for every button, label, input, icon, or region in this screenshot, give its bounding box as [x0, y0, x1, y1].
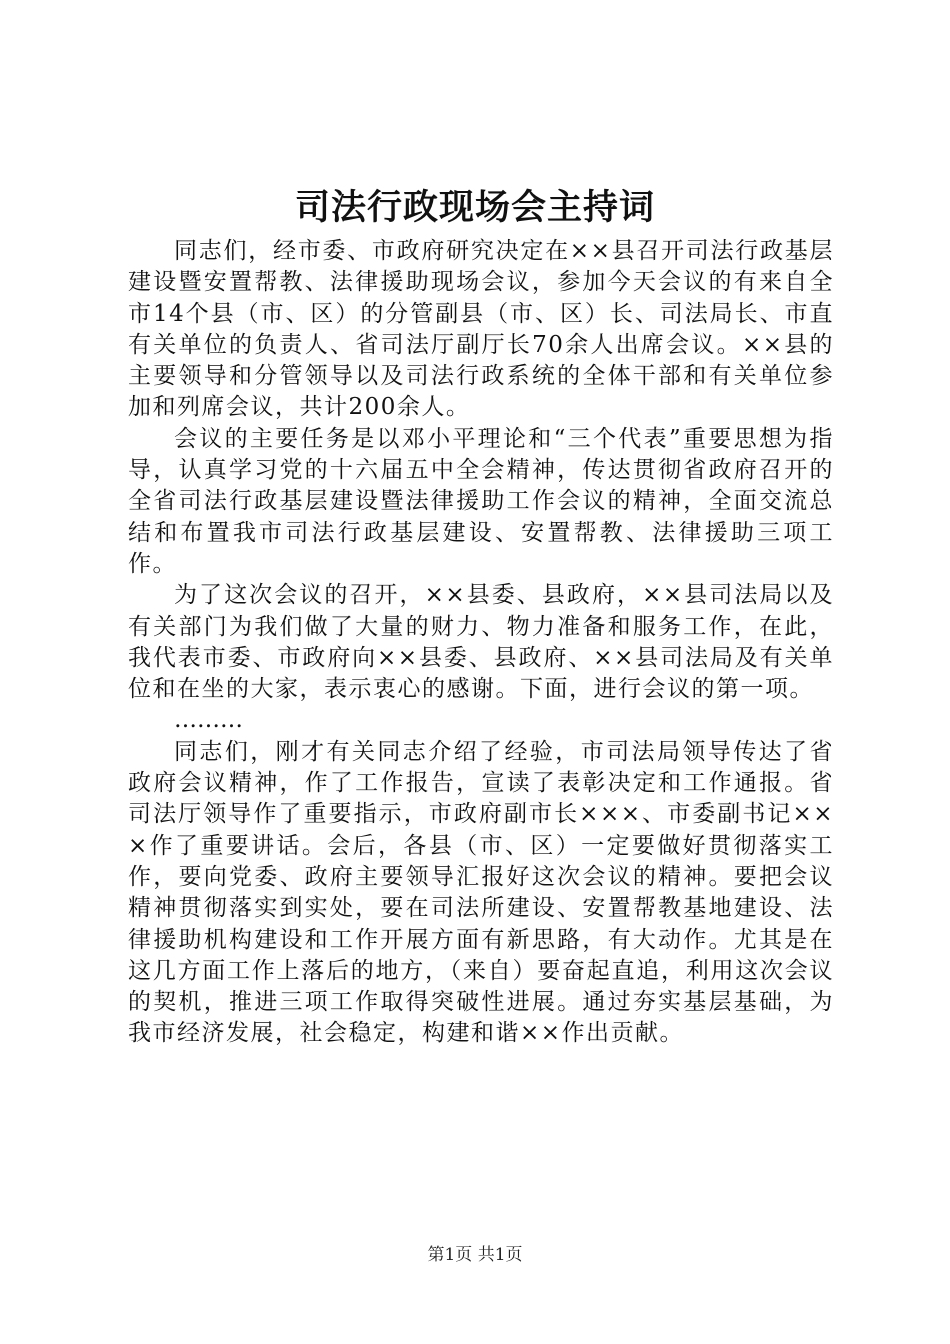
page-footer: 第1页 共1页: [427, 1245, 523, 1265]
paragraph-opening: 同志们，经市委、市政府研究决定在××县召开司法行政基层建设暨安置帮教、法律援助现场会议，参加今天会议的有来自全市14个县（市、区）的分管副县（市、区）长、司法局长、市直有关单位的负责人、省司法厅副厅长70余人出席会议。××县的主要领导和分管领导以及司法行政系统的全体干部和有关单位参加和列席会议，共计200余人。: [128, 238, 834, 421]
document-title: 司法行政现场会主持词: [294, 188, 655, 228]
paragraph-closing: 同志们，刚才有关同志介绍了经验，市司法局领导传达了省政府会议精神，作了工作报告，宣读了表彰决定和工作通报。省司法厅领导作了重要指示，市政府副市长×××、市委副书记×××作了重要讲话。会后，各县（市、区）一定要做好贯彻落实工作，要向党委、政府主要领导汇报好这次会议的精神。要把会议精神贯彻落实到实处，要在司法所建设、安置帮教基地建设、法律援助机构建设和工作开展方面有新思路，有大动作。尤其是在这几方面工作上落后的地方，（来自）要奋起直追，利用这次会议的契机，推进三项工作取得突破性进展。通过夯实基层基础，为我市经济发展，社会稳定，构建和谐××作出贡献。: [128, 738, 834, 1047]
ellipsis-separator: ………: [174, 707, 243, 734]
paragraph-main-task: 会议的主要任务是以邓小平理论和“三个代表”重要思想为指导，认真学习党的十六届五中全会精神，传达贯彻省政府召开的全省司法行政基层建设暨法律援助工作会议的精神，全面交流总结和布置我市司法行政基层建设、安置帮教、法律援助三项工作。: [128, 425, 834, 577]
document-body: [128, 236, 834, 1050]
paragraph-thanks: 为了这次会议的召开，××县委、县政府，××县司法局以及有关部门为我们做了大量的财力、物力准备和服务工作，在此，我代表市委、市政府向××县委、县政府、××县司法局及有关单位和在坐的大家，表示衷心的感谢。下面，进行会议的第一项。: [128, 582, 834, 703]
